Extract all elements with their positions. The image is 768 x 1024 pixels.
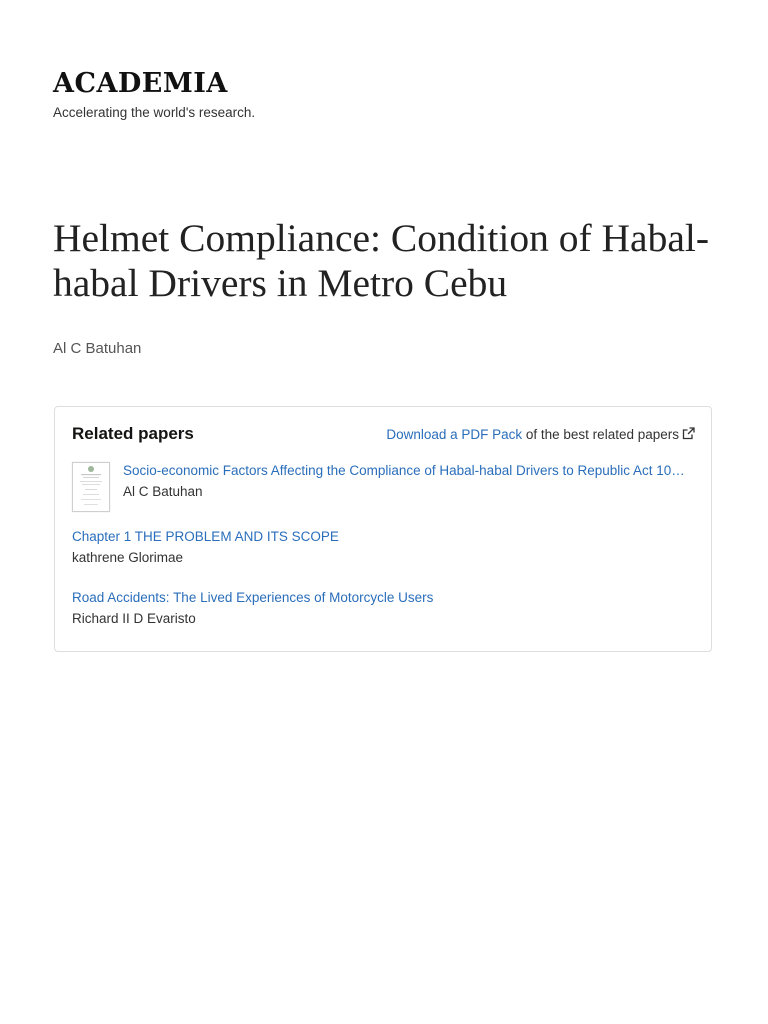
paper-title: Helmet Compliance: Condition of Habal-habal Drivers in Metro Cebu bbox=[53, 216, 709, 305]
brand-tagline: Accelerating the world's research. bbox=[53, 105, 256, 120]
related-paper-author: Al C Batuhan bbox=[123, 484, 203, 499]
related-paper-item bbox=[72, 588, 692, 629]
related-paper-title-link[interactable]: Socio-economic Factors Affecting the Compliance of Habal-habal Drivers to Republic Act 10… bbox=[123, 463, 685, 478]
academia-logo[interactable]: ACADEMIA bbox=[53, 68, 228, 99]
related-paper-title-link[interactable]: Chapter 1 THE PROBLEM AND ITS SCOPE bbox=[72, 529, 339, 544]
related-paper-item bbox=[123, 461, 691, 502]
download-pdf-pack-link[interactable]: Download a PDF Pack bbox=[386, 427, 523, 442]
related-paper-title-link[interactable]: Road Accidents: The Lived Experiences of Motorcycle Users bbox=[72, 590, 434, 605]
related-papers-card bbox=[54, 406, 712, 652]
external-link-icon[interactable] bbox=[682, 427, 695, 443]
related-papers-heading: Related papers bbox=[72, 424, 194, 443]
pdf-pack-line bbox=[386, 427, 695, 443]
related-paper-author: kathrene Glorimae bbox=[72, 550, 184, 565]
brand-header bbox=[53, 66, 255, 120]
related-paper-item bbox=[72, 527, 692, 568]
document-thumbnail-icon[interactable] bbox=[72, 462, 110, 512]
paper-author: Al C Batuhan bbox=[53, 340, 142, 357]
pdf-pack-suffix: of the best related papers bbox=[522, 427, 679, 442]
related-paper-author: Richard II D Evaristo bbox=[72, 611, 196, 626]
